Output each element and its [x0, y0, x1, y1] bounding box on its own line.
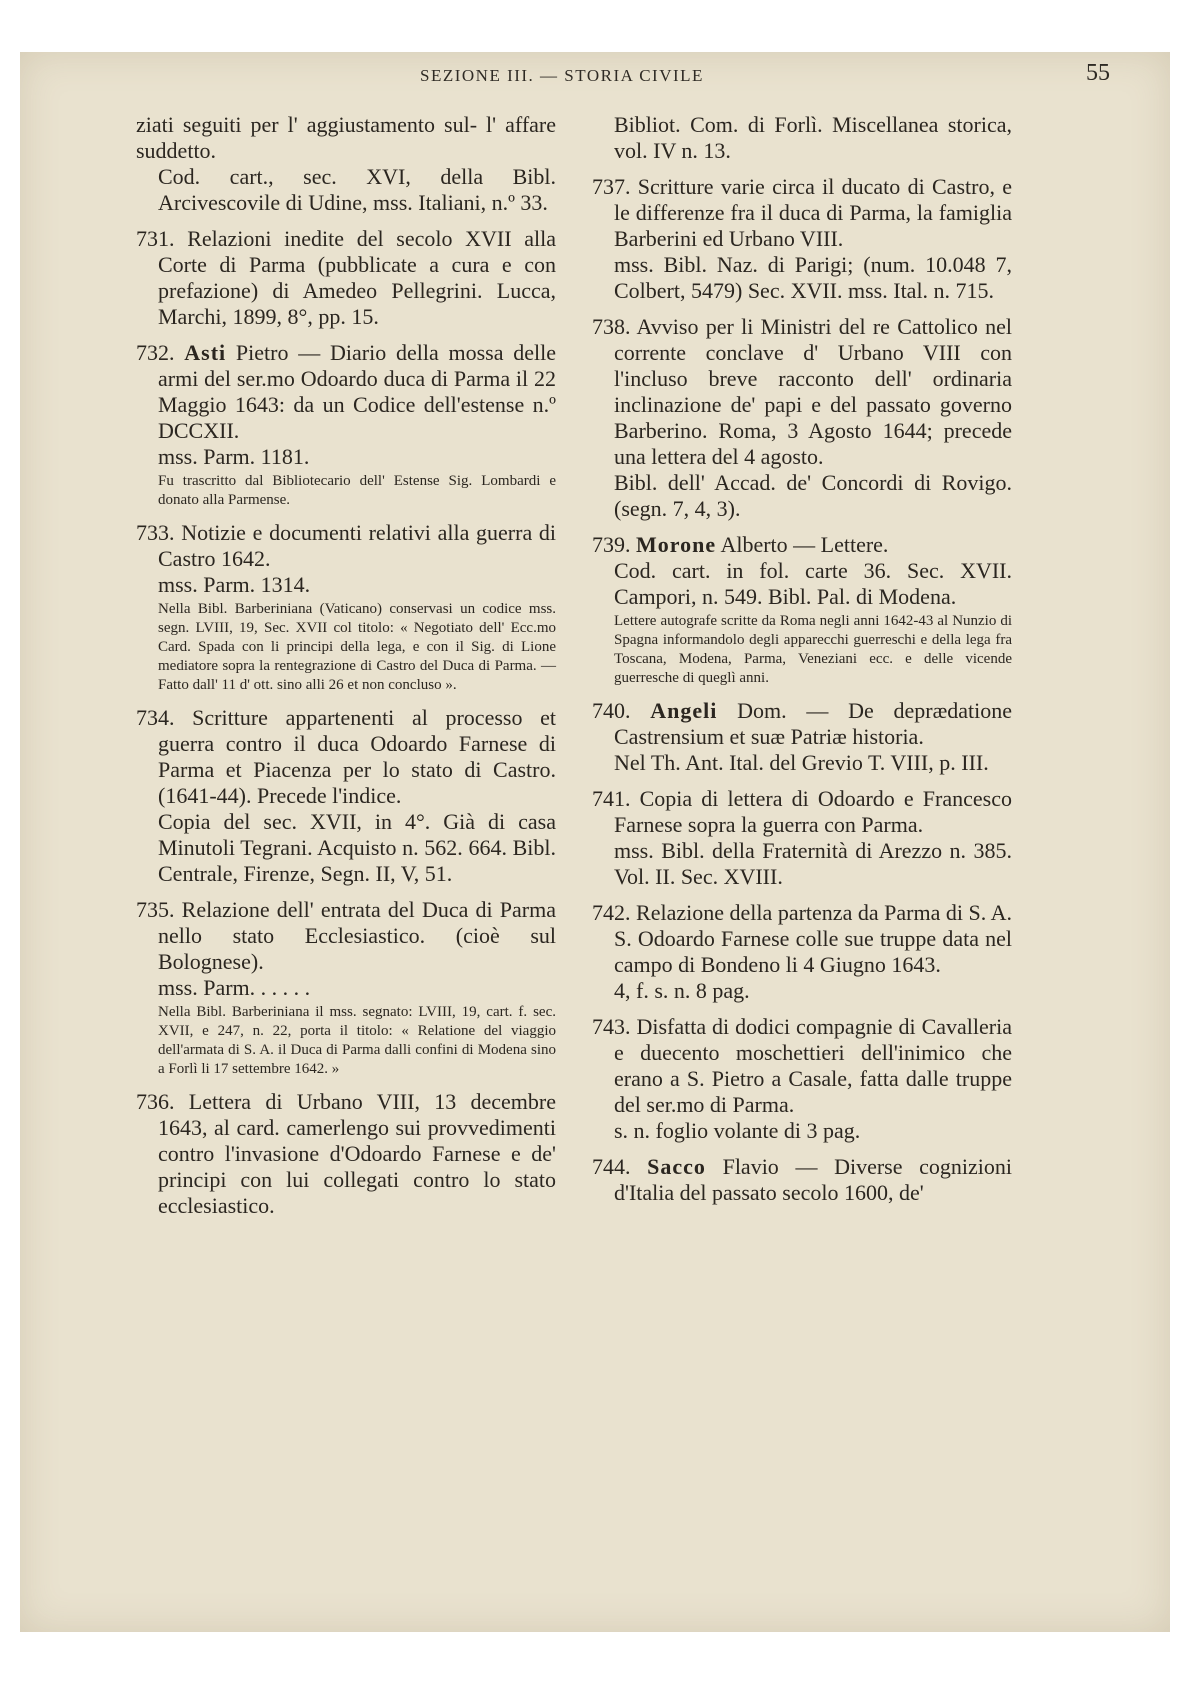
entry-author: Asti — [184, 340, 227, 365]
entry-number: 739. — [592, 532, 631, 557]
entry-text: Relazioni inedite del secolo XVII alla Corte di Parma (pubblicate a cura e con prefazione) di Amedeo Pellegrini. Lucca, Marchi, 1899, 8°, pp. 15. — [158, 226, 557, 329]
entry-text: Scritture appartenenti al processo et guerra contro il duca Odoardo Farnese di Parma et Piacenza per lo stato di Castro. (1641-44). Precede l'indice. — [158, 705, 556, 808]
entry-text: Pietro — Diario della mossa delle armi del ser.mo Odoardo duca di Parma il 22 Maggio 1643: da un Codice dell'estense n.º DCCXII. — [158, 340, 557, 443]
entry-text: Relazione della partenza da Parma di S. A. S. Odoardo Farnese colle sue truppe data nel campo di Bondeno li 4 Giugno 1643. — [614, 900, 1013, 977]
entry-main — [592, 900, 1012, 978]
entry-source: Bibliot. Com. di Forlì. Miscellanea storica, vol. IV n. 13. — [614, 112, 1012, 163]
entry-source: s. n. foglio volante di 3 pag. — [614, 1118, 861, 1143]
entry-number: 741. — [592, 786, 631, 811]
bibliography-entry — [592, 698, 1012, 776]
entry-number: 744. — [592, 1154, 631, 1179]
entry-main — [592, 1014, 1012, 1118]
entry-number: 731. — [136, 226, 175, 251]
entry-text: Dom. — De deprædatione Castrensium et suæ Patriæ historia. — [614, 698, 1013, 749]
entry-number: 732. — [136, 340, 175, 365]
entry-number: 740. — [592, 698, 631, 723]
entry-main — [592, 532, 1012, 558]
bibliography-entry — [592, 532, 1012, 688]
entry-text: Disfatta di dodici compagnie di Cavalleria e duecento moschettieri dell'inimico che erano a S. Pietro a Casale, fatta dalle truppe del ser.mo di Parma. — [614, 1014, 1012, 1117]
entry-text: ziati seguiti per l' aggiustamento sul- l' affare suddetto. — [136, 112, 556, 163]
entry-number: 733. — [136, 520, 175, 545]
entry-number: 735. — [136, 897, 175, 922]
entry-text: Alberto — Lettere. — [720, 532, 889, 557]
entry-note: Nella Bibl. Barberiniana (Vaticano) conservasi un codice mss. segn. LVIII, 19, Sec. XVII col titolo: « Negotiato dell' Ecc.mo Card. Spada con li principi della lega, e con il Sig. di Lione mediatore sopra la rentegrazione di Castro del Duca di Parma. — Fatto dall' 11 d' ott. sino alli 26 et non concluso ». — [158, 601, 556, 693]
page-header — [110, 60, 1110, 94]
entry-main — [136, 340, 556, 444]
entry-note: Lettere autografe scritte da Roma negli anni 1642-43 al Nunzio di Spagna informandolo degli apparecchi guerreschi e della lega fra Toscana, Modena, Parma, Veneziani ecc. e delle vicende guerresche di queglì anni. — [614, 613, 1012, 686]
entry-author: Sacco — [647, 1154, 706, 1179]
entry-main — [136, 1089, 556, 1219]
page-number: 55 — [1086, 60, 1110, 86]
entry-number: 734. — [136, 705, 175, 730]
bibliography-entry — [136, 1089, 556, 1219]
entry-text: Scritture varie circa il ducato di Castro, e le differenze fra il duca di Parma, la famiglia Barberini ed Urbano VIII. — [614, 174, 1012, 251]
entry-source: mss. Parm. 1314. — [158, 572, 311, 597]
bibliography-entry — [136, 226, 556, 330]
entry-source: mss. Bibl. Naz. di Parigi; (num. 10.048 7, Colbert, 5479) Sec. XVII. mss. Ital. n. 715. — [614, 252, 1012, 303]
entry-source: Copia del sec. XVII, in 4°. Già di casa Minutoli Tegrani. Acquisto n. 562. 664. Bibl. Centrale, Firenze, Segn. II, V, 51. — [158, 809, 556, 886]
entry-number: 742. — [592, 900, 631, 925]
bibliography-entry — [592, 174, 1012, 304]
entry-source: mss. Parm. 1181. — [158, 444, 310, 469]
entry-main — [592, 786, 1012, 838]
entry-source: Bibl. dell' Accad. de' Concordi di Rovigo. (segn. 7, 4, 3). — [614, 470, 1012, 521]
bibliography-entry — [592, 1014, 1012, 1144]
entry-text: Flavio — Diverse cognizioni d'Italia del passato secolo 1600, de' — [614, 1154, 1013, 1205]
continued-entry — [592, 112, 1012, 164]
bibliography-entry — [592, 314, 1012, 522]
left-entries — [136, 226, 556, 1219]
entry-number: 738. — [592, 314, 631, 339]
entry-source: mss. Bibl. della Fraternità di Arezzo n. 385. Vol. II. Sec. XVIII. — [614, 838, 1012, 889]
entry-note: Fu trascritto dal Bibliotecario dell' Estense Sig. Lombardi e donato alla Parmense. — [158, 473, 556, 508]
entry-source: 4, f. s. n. 8 pag. — [614, 978, 750, 1003]
continued-entry — [136, 112, 556, 216]
entry-text: Notizie e documenti relativi alla guerra di Castro 1642. — [158, 520, 556, 571]
entry-main — [136, 520, 556, 572]
right-column — [592, 112, 1012, 1216]
bibliography-entry — [136, 705, 556, 887]
entry-main — [136, 705, 556, 809]
entry-number: 736. — [136, 1089, 175, 1114]
entry-source: Nel Th. Ant. Ital. del Grevio T. VIII, p. III. — [614, 750, 989, 775]
entry-number: 737. — [592, 174, 631, 199]
entry-note: Nella Bibl. Barberiniana il mss. segnato: LVIII, 19, cart. f. sec. XVII, e 247, n. 22, porta il titolo: « Relatione del viaggio dell'armata di S. A. il Duca di Parma dalli confini di Modena sino a Forlì li 17 settembre 1642. » — [158, 1004, 556, 1077]
right-entries — [592, 174, 1012, 1206]
entry-number: 743. — [592, 1014, 631, 1039]
entry-author: Morone — [636, 532, 717, 557]
entry-text: Copia di lettera di Odoardo e Francesco Farnese sopra la guerra con Parma. — [614, 786, 1012, 837]
entry-source: Cod. cart., sec. XVI, della Bibl. Arcivescovile di Udine, mss. Italiani, n.º 33. — [158, 164, 556, 215]
running-title: SEZIONE III. — STORIA CIVILE — [420, 66, 704, 85]
bibliography-entry — [136, 897, 556, 1079]
bibliography-entry — [592, 900, 1012, 1004]
entry-main — [592, 174, 1012, 252]
entry-text: Avviso per li Ministri del re Cattolico nel corrente conclave d' Urbano VIII con l'incluso breve racconto dell' ordinaria inclinazione de' papi e del passato governo Barberino. Roma, 3 Agosto 1644; precede una lettera del 4 agosto. — [614, 314, 1012, 469]
bibliography-entry — [136, 340, 556, 510]
entry-main — [136, 226, 556, 330]
bibliography-entry — [592, 1154, 1012, 1206]
entry-source: Cod. cart. in fol. carte 36. Sec. XVII. Campori, n. 549. Bibl. Pal. di Modena. — [614, 558, 1012, 609]
entry-source: mss. Parm. . . . . . — [158, 975, 311, 1000]
entry-text: Relazione dell' entrata del Duca di Parma nello stato Ecclesiastico. (cioè sul Bolognese). — [158, 897, 557, 974]
entry-main — [136, 897, 556, 975]
entry-text: Lettera di Urbano VIII, 13 decembre 1643, al card. camerlengo sui provvedimenti contro l'invasione d'Odoardo Farnese e de' principi con lui collegati contro lo stato ecclesiastico. — [158, 1089, 557, 1218]
entry-author: Angeli — [650, 698, 718, 723]
entry-main — [592, 698, 1012, 750]
entry-main — [592, 1154, 1012, 1206]
bibliography-entry — [136, 520, 556, 695]
entry-main — [592, 314, 1012, 470]
bibliography-entry — [592, 786, 1012, 890]
left-column — [136, 112, 556, 1229]
